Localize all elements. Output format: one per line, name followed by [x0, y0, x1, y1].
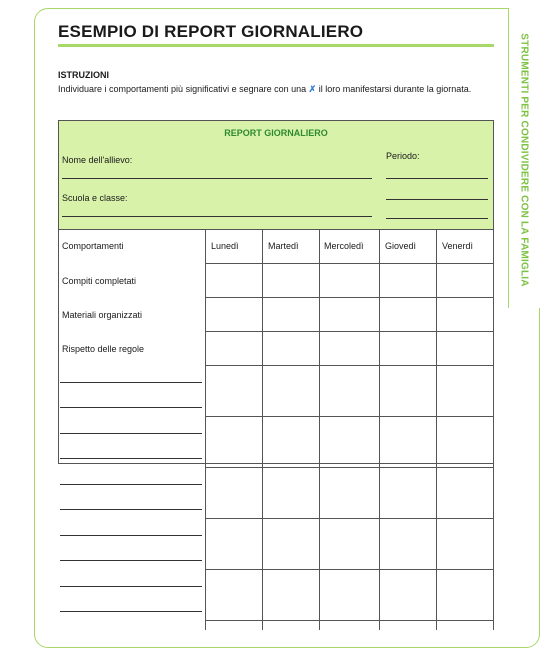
grid-line-h	[205, 467, 493, 468]
blank-row-line[interactable]	[60, 484, 202, 485]
grid-line-h	[205, 365, 493, 366]
row-label-materials: Materiali organizzati	[62, 310, 143, 320]
side-tab-label: STRUMENTI PER CONDIVIDERE CON LA FAMIGLIA	[518, 33, 530, 287]
instructions-title: ISTRUZIONI	[58, 70, 109, 80]
grid-line-v	[319, 230, 320, 630]
school-class-label: Scuola e classe:	[62, 193, 128, 203]
column-header-monday: Lunedì	[211, 241, 239, 251]
blank-row-line[interactable]	[60, 560, 202, 561]
blank-row-line[interactable]	[60, 407, 202, 408]
row-label-homework: Compiti completati	[62, 276, 137, 286]
page-title: ESEMPIO DI REPORT GIORNALIERO	[58, 22, 364, 41]
row-label-rules: Rispetto delle regole	[62, 344, 145, 354]
grid-line-v	[436, 230, 437, 630]
grid-line-h	[205, 331, 493, 332]
blank-row-line[interactable]	[60, 458, 202, 459]
grid-line-h	[205, 620, 493, 621]
title-rule	[58, 44, 494, 47]
school-class-line[interactable]	[62, 216, 372, 217]
blank-row-line[interactable]	[60, 586, 202, 587]
period-line-1[interactable]	[386, 178, 488, 179]
grid-line-v	[262, 230, 263, 630]
instructions-text	[58, 83, 478, 96]
grid-line-h	[205, 569, 493, 570]
grid-line-h	[205, 297, 493, 298]
column-header-thursday: Giovedì	[385, 241, 417, 251]
column-header-tuesday: Martedì	[268, 241, 299, 251]
column-header-behaviors: Comportamenti	[62, 241, 124, 251]
blank-row-line[interactable]	[60, 535, 202, 536]
column-header-wednesday: Mercoledì	[324, 241, 364, 251]
student-name-label: Nome dell'allievo:	[62, 155, 133, 165]
student-name-line[interactable]	[62, 178, 372, 179]
blank-row-line[interactable]	[60, 611, 202, 612]
grid-line-v	[205, 230, 206, 630]
report-title: REPORT GIORNALIERO	[224, 128, 328, 138]
grid-line-h	[205, 263, 493, 264]
period-line-2[interactable]	[386, 199, 488, 200]
grid-line-h	[205, 416, 493, 417]
instructions-text-after: il loro manifestarsi durante la giornata.	[318, 84, 472, 94]
blank-row-line[interactable]	[60, 433, 202, 434]
period-label: Periodo:	[386, 151, 420, 161]
blank-row-line[interactable]	[60, 509, 202, 510]
period-line-3[interactable]	[386, 218, 488, 219]
cross-mark-icon: ✗	[308, 84, 317, 94]
column-header-friday: Venerdì	[442, 241, 474, 251]
grid-line-v	[493, 230, 494, 630]
instructions-text-before: Individuare i comportamenti più significativi e segnare con una	[58, 84, 307, 94]
blank-row-line[interactable]	[60, 382, 202, 383]
grid-line-h	[205, 518, 493, 519]
grid-line-v	[379, 230, 380, 630]
